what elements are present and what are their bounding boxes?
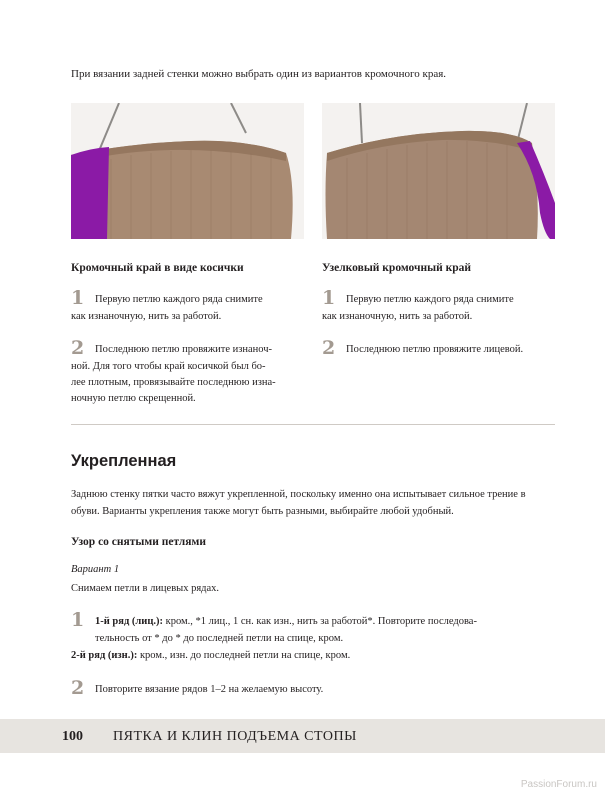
right-step1-line1: Первую петлю каждого ряда снимите bbox=[346, 294, 514, 305]
pattern-title: Узор со снятыми петлями bbox=[71, 536, 206, 548]
section-paragraph: Заднюю стенку пятки часто вяжут укрепленной, поскольку именно она испытывает сильное трение в обуви. Варианты укрепления также могут быть разными, выбирайте любой удобный. bbox=[71, 489, 526, 517]
knitting-photo-left bbox=[71, 103, 304, 239]
left-step1-number: 1 bbox=[71, 287, 85, 309]
intro-text: При вязании задней стенки можно выбрать один из вариантов кромочного края. bbox=[71, 68, 447, 80]
right-step1-number: 1 bbox=[322, 287, 336, 309]
right-column-title: Узелковый кромочный край bbox=[322, 262, 471, 274]
chapter-title: ПЯТКА И КЛИН ПОДЪЕМА СТОПЫ bbox=[113, 729, 357, 744]
section-divider bbox=[71, 424, 555, 425]
left-step2-line3: лее плотным, провязывайте последнюю изна- bbox=[71, 377, 276, 388]
left-step1-line2: как изнаночную, нить за работой. bbox=[71, 311, 222, 322]
left-step1-line1: Первую петлю каждого ряда снимите bbox=[95, 294, 263, 305]
right-step2-line1: Последнюю петлю провяжите лицевой. bbox=[346, 344, 524, 355]
photo-chain-selvage bbox=[71, 103, 304, 239]
row1-line bbox=[95, 614, 477, 629]
left-step2-number: 2 bbox=[71, 337, 85, 359]
photo-knot-selvage bbox=[322, 103, 555, 239]
row2-text: кром., изн. до последней петли на спице, кром. bbox=[137, 650, 351, 661]
row1-label: 1-й ряд (лиц.): bbox=[95, 616, 163, 627]
pattern-step2-text: Повторите вязание рядов 1–2 на желаемую высоту. bbox=[95, 684, 324, 695]
pattern-step2-number: 2 bbox=[71, 677, 85, 699]
section-title: Укрепленная bbox=[71, 452, 177, 470]
right-step2-number: 2 bbox=[322, 337, 336, 359]
left-step2-line2: ной. Для того чтобы край косичкой был бо- bbox=[71, 361, 266, 372]
variant-label: Вариант 1 bbox=[71, 564, 120, 575]
row1-line2: тельность от * до * до последней петли на спице, кром. bbox=[95, 633, 344, 644]
watermark: PassionForum.ru bbox=[520, 779, 597, 790]
left-step2-line1: Последнюю петлю провяжите изнаноч- bbox=[95, 344, 273, 355]
left-column-title: Кромочный край в виде косички bbox=[71, 262, 244, 274]
row2-label: 2-й ряд (изн.): bbox=[71, 650, 138, 661]
pattern-step1-number: 1 bbox=[71, 609, 85, 631]
variant-description: Снимаем петли в лицевых рядах. bbox=[71, 583, 220, 594]
left-step2-line4: ночную петлю скрещенной. bbox=[71, 393, 196, 404]
row2-line bbox=[71, 648, 350, 663]
knitting-photo-right bbox=[322, 103, 555, 239]
page-number: 100 bbox=[62, 729, 83, 744]
right-step1-line2: как изнаночную, нить за работой. bbox=[322, 311, 473, 322]
row1-text: кром., *1 лиц., 1 сн. как изн., нить за работой*. Повторите последова- bbox=[162, 616, 477, 627]
